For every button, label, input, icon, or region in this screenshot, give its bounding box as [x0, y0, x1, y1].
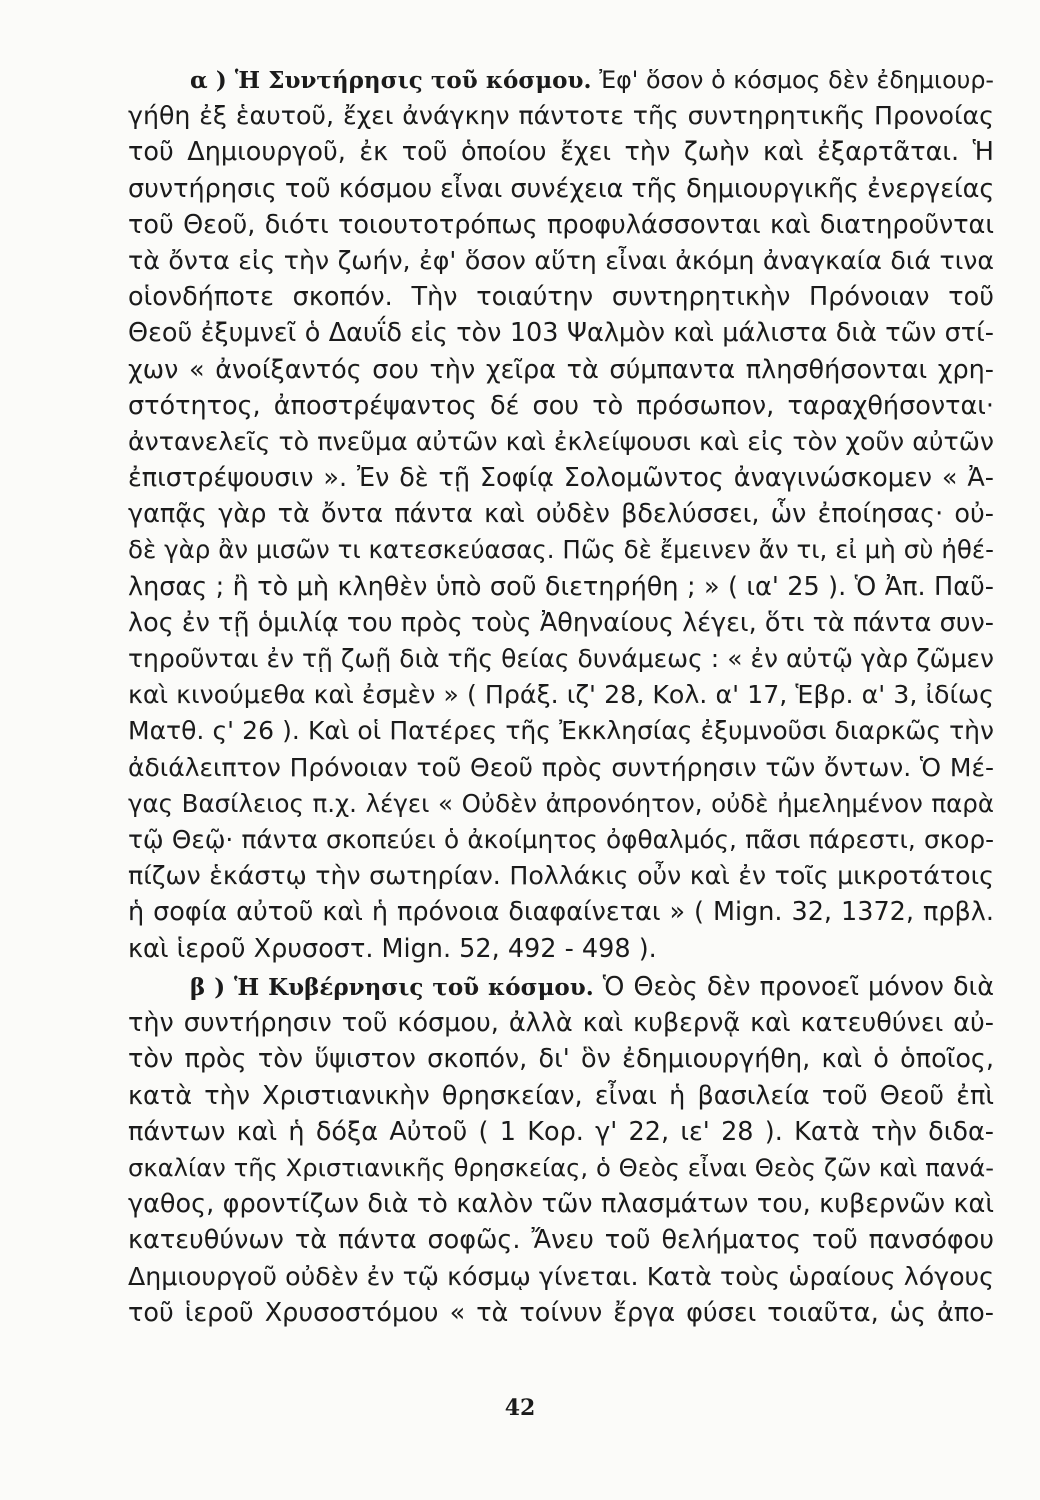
text-line: στότητος, ἀποστρέψαντος δέ σου τὸ πρόσωπον, ταραχθήσονται·	[128, 390, 994, 421]
text-line: Ματθ. ς' 26 ). Καὶ οἱ Πατέρες τῆς Ἐκκλησίας ἐξυμνοῦσι διαρκῶς τὴν	[128, 716, 994, 746]
text-line: τοῦ ἱεροῦ Χρυσοστόμου « τὰ τοίνυν ἔργα φύσει τοιαῦτα, ὡς ἀπο-	[128, 1297, 994, 1328]
text-line: πάντων καὶ ἡ δόξα Αὐτοῦ ( 1 Κορ. γ' 22, ιε' 28 ). Κατὰ τὴν διδα-	[128, 1116, 994, 1147]
text-line: σκαλίαν τῆς Χριστιανικῆς θρησκείας, ὁ Θεὸς εἶναι Θεὸς ζῶν καὶ πανά-	[128, 1152, 994, 1182]
text-line: τηροῦνται ἐν τῇ ζωῇ διὰ τῆς θείας δυνάμεως : « ἐν αὐτῷ γὰρ ζῶμεν	[128, 644, 994, 673]
section-a-first-line	[128, 62, 994, 98]
text-line: ἀδιάλειπτον Πρόνοιαν τοῦ Θεοῦ πρὸς συντήρησιν τῶν ὄντων. Ὁ Μέ-	[128, 752, 994, 782]
text-line: οἱονδήποτε σκοπόν. Τὴν τοιαύτην συντηρητικὴν Πρόνοιαν τοῦ	[128, 282, 994, 313]
text-line: καὶ κινούμεθα καὶ ἐσμὲν » ( Πράξ. ιζ' 28, Κολ. α' 17, Ἑβρ. α' 3, ἰδίως	[128, 680, 994, 710]
text-line: ἀντανελεῖς τὸ πνεῦμα αὐτῶν καὶ ἐκλείψουσι καὶ εἰς τὸν χοῦν αὐτῶν	[128, 426, 994, 456]
section-b	[128, 969, 994, 1331]
text-line: χων « ἀνοίξαντός σου τὴν χεῖρα τὰ σύμπαντα πλησθήσονται χρη-	[128, 354, 994, 385]
section-a-first-line-text: Ἐφ' ὅσον ὁ κόσμος δὲν ἐδημιουρ-	[591, 66, 994, 94]
text-line: γας Βασίλειος π.χ. λέγει « Οὐδὲν ἀπρονόητον, οὐδὲ ἠμελημένον παρὰ	[128, 788, 994, 818]
section-b-first-line	[128, 969, 994, 1005]
text-line: γαθος, φροντίζων διὰ τὸ καλὸν τῶν πλασμάτων του, κυβερνῶν καὶ	[128, 1189, 994, 1220]
text-line: τὰ ὄντα εἰς τὴν ζωήν, ἐφ' ὅσον αὕτη εἶναι ἀκόμη ἀναγκαία διά τινα	[128, 245, 994, 275]
text-line: συντήρησις τοῦ κόσμου εἶναι συνέχεια τῆς δημιουργικῆς ἐνεργείας	[128, 173, 994, 204]
text-line: Θεοῦ ἐξυμνεῖ ὁ Δαυΐδ εἰς τὸν 103 Ψαλμὸν καὶ μάλιστα διὰ τῶν στί-	[128, 318, 994, 349]
text-line: τῷ Θεῷ· πάντα σκοπεύει ὁ ἀκοίμητος ὀφθαλμός, πᾶσι πάρεστι, σκορ-	[128, 824, 994, 854]
text-line: τὸν πρὸς τὸν ὕψιστον σκοπόν, δι' ὃν ἐδημιουργήθη, καὶ ὁ ὁποῖος,	[128, 1044, 994, 1075]
text-line: γήθη ἐξ ἑαυτοῦ, ἔχει ἀνάγκην πάντοτε τῆς συντηρητικῆς Προνοίας	[128, 101, 994, 131]
page-number: 42	[504, 1395, 536, 1421]
text-line: καὶ ἱεροῦ Χρυσοστ. Mign. 52, 492 - 498 ).	[128, 933, 657, 964]
text-line: τοῦ Δημιουργοῦ, ἐκ τοῦ ὁποίου ἔχει τὴν ζωὴν καὶ ἐξαρτᾶται. Ἡ	[128, 137, 994, 168]
text-line: τοῦ Θεοῦ, διότι τοιουτοτρόπως προφυλάσσονται καὶ διατηροῦνται	[128, 209, 994, 240]
text-line: Δημιουργοῦ οὐδὲν ἐν τῷ κόσμῳ γίνεται. Κατὰ τοὺς ὡραίους λόγους	[128, 1261, 994, 1291]
section-a-heading: α ) Ἡ Συντήρησις τοῦ κόσμου.	[190, 67, 592, 94]
section-a	[128, 62, 994, 967]
text-line: γαπᾷς γὰρ τὰ ὄντα πάντα καὶ οὐδὲν βδελύσσει, ὧν ἐποίησας· οὐ-	[128, 499, 994, 530]
text-line: κατευθύνων τὰ πάντα σοφῶς. Ἄνευ τοῦ θελήματος τοῦ πανσόφου	[128, 1225, 994, 1256]
section-b-first-line-text: Ὁ Θεὸς δὲν προνοεῖ μόνον διὰ	[593, 972, 994, 1002]
text-line: τὴν συντήρησιν τοῦ κόσμου, ἀλλὰ καὶ κυβερνᾷ καὶ κατευθύνει αὐ-	[128, 1008, 994, 1039]
text-line: ἡ σοφία αὐτοῦ καὶ ἡ πρόνοια διαφαίνεται » ( Mign. 32, 1372, πρβλ.	[128, 897, 994, 928]
text-line: πίζων ἑκάστῳ τὴν σωτηρίαν. Πολλάκις οὖν καὶ ἐν τοῖς μικροτάτοις	[128, 861, 994, 891]
text-line: λησας ; ἢ τὸ μὴ κληθὲν ὑπὸ σοῦ διετηρήθη ; » ( ια' 25 ). Ὁ Ἀπ. Παῦ-	[128, 571, 994, 602]
text-line: ἐπιστρέψουσιν ». Ἐν δὲ τῇ Σοφίᾳ Σολομῶντος ἀναγινώσκομεν « Ἀ-	[128, 463, 994, 494]
text-line: δὲ γὰρ ἂν μισῶν τι κατεσκεύασας. Πῶς δὲ ἔμεινεν ἄν τι, εἰ μὴ σὺ ἠθέ-	[128, 535, 994, 565]
section-b-heading: β ) Ἡ Κυβέρνησις τοῦ κόσμου.	[190, 974, 594, 1001]
text-line: λος ἐν τῇ ὁμιλίᾳ του πρὸς τοὺς Ἀθηναίους λέγει, ὅτι τὰ πάντα συν-	[128, 607, 994, 638]
text-line: κατὰ τὴν Χριστιανικὴν θρησκείαν, εἶναι ἡ βασιλεία τοῦ Θεοῦ ἐπὶ	[128, 1080, 994, 1111]
